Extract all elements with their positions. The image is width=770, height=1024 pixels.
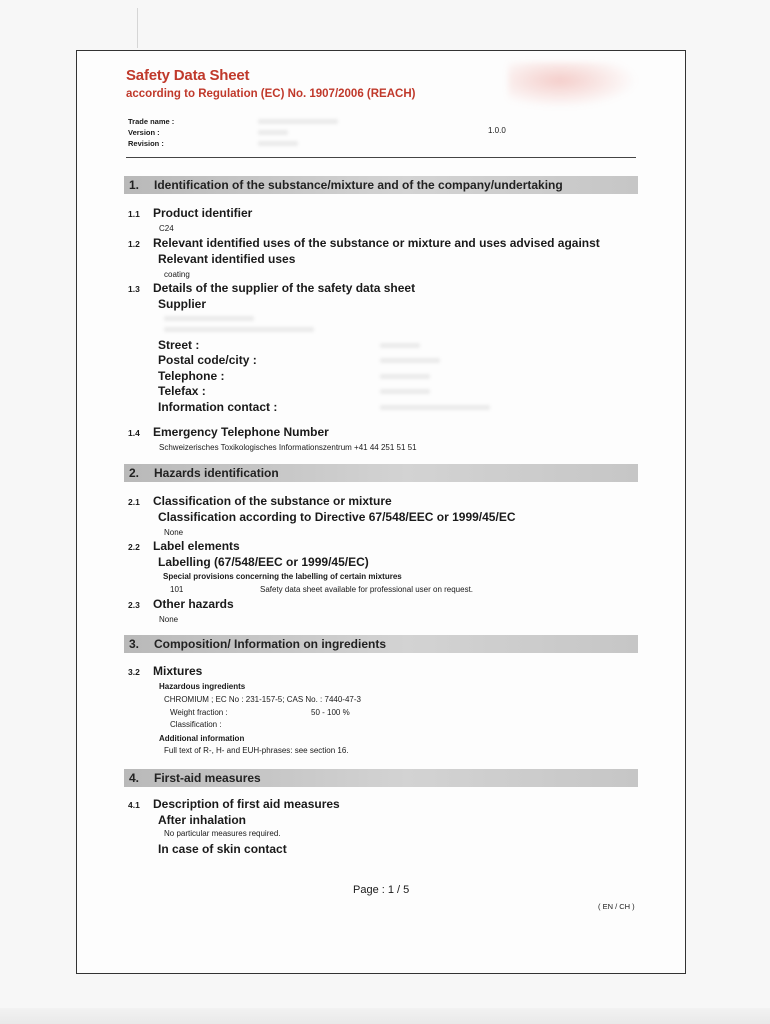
subsection-number: 3.2 bbox=[128, 667, 140, 677]
doc-subtitle: according to Regulation (EC) No. 1907/2006 (REACH) bbox=[126, 88, 416, 100]
classification-heading: Classification of the substance or mixture bbox=[153, 494, 392, 508]
identified-uses-value: coating bbox=[164, 270, 190, 279]
redacted-version bbox=[258, 130, 288, 135]
subsection-number: 2.1 bbox=[128, 497, 140, 507]
product-identifier-heading: Product identifier bbox=[153, 206, 253, 220]
label-elements-heading: Label elements bbox=[153, 539, 240, 553]
product-identifier-value: C24 bbox=[159, 224, 174, 233]
information-contact-label: Information contact : bbox=[158, 400, 278, 414]
section-3-header bbox=[124, 635, 638, 653]
section-title: First-aid measures bbox=[154, 771, 261, 785]
identified-uses-subheading: Relevant identified uses bbox=[158, 252, 296, 266]
trade-name-label: Trade name : bbox=[128, 117, 175, 126]
weight-fraction-value: 50 - 100 % bbox=[311, 708, 350, 717]
after-inhalation-text: No particular measures required. bbox=[164, 829, 281, 838]
other-hazards-heading: Other hazards bbox=[153, 597, 234, 611]
subsection-number: 2.3 bbox=[128, 600, 140, 610]
supplier-details-heading: Details of the supplier of the safety data sheet bbox=[153, 281, 416, 295]
revision-label: Revision : bbox=[128, 139, 164, 148]
header-divider bbox=[126, 157, 636, 158]
doc-title: Safety Data Sheet bbox=[126, 67, 250, 84]
section-1-header bbox=[124, 176, 638, 194]
redacted-trade-name bbox=[258, 119, 338, 124]
telefax-label: Telefax : bbox=[158, 384, 206, 398]
section-4-header bbox=[124, 769, 638, 787]
section-number: 1. bbox=[129, 178, 140, 192]
version-label: Version : bbox=[128, 128, 160, 137]
emergency-telephone-heading: Emergency Telephone Number bbox=[153, 425, 329, 439]
scan-bottom-edge bbox=[0, 1008, 770, 1024]
subsection-number: 1.1 bbox=[128, 209, 140, 219]
section-title: Composition/ Information on ingredients bbox=[154, 637, 386, 651]
provision-code: 101 bbox=[170, 585, 184, 594]
classification-subheading: Classification according to Directive 67/548/EEC or 1999/45/EC bbox=[158, 510, 516, 524]
telephone-label: Telephone : bbox=[158, 369, 225, 383]
section-title: Identification of the substance/mixture and of the company/undertaking bbox=[154, 178, 563, 192]
redacted-street bbox=[380, 343, 420, 348]
classification-value: None bbox=[164, 528, 184, 537]
other-hazards-value: None bbox=[159, 615, 179, 624]
street-label: Street : bbox=[158, 338, 200, 352]
redacted-information-contact bbox=[380, 405, 490, 410]
section-title: Hazards identification bbox=[154, 466, 279, 480]
identified-uses-heading: Relevant identified uses of the substance or mixture and uses advised against bbox=[153, 236, 600, 250]
subsection-number: 1.3 bbox=[128, 284, 140, 294]
section-2-header bbox=[124, 464, 638, 482]
first-aid-description-heading: Description of first aid measures bbox=[153, 797, 340, 811]
version-value: 1.0.0 bbox=[488, 126, 506, 135]
additional-information-heading: Additional information bbox=[159, 734, 245, 743]
company-logo bbox=[508, 62, 638, 108]
redacted-postal bbox=[380, 358, 440, 363]
emergency-telephone-value: Schweizerisches Toxikologisches Informationszentrum +41 44 251 51 51 bbox=[159, 443, 417, 452]
subsection-number: 1.2 bbox=[128, 239, 140, 249]
scan-artifact bbox=[137, 8, 138, 48]
additional-information-text: Full text of R-, H- and EUH-phrases: see section 16. bbox=[164, 746, 349, 755]
subsection-number: 1.4 bbox=[128, 428, 140, 438]
after-inhalation-subheading: After inhalation bbox=[158, 813, 247, 827]
postal-code-label: Postal code/city : bbox=[158, 353, 257, 367]
classification-label: Classification : bbox=[170, 720, 222, 729]
labelling-subheading: Labelling (67/548/EEC or 1999/45/EC) bbox=[158, 555, 369, 569]
skin-contact-subheading: In case of skin contact bbox=[158, 842, 287, 856]
redacted-telefax bbox=[380, 389, 430, 394]
mixtures-heading: Mixtures bbox=[153, 664, 203, 678]
subsection-number: 2.2 bbox=[128, 542, 140, 552]
redacted-supplier-name bbox=[164, 316, 254, 321]
ingredient-chromium: CHROMIUM ; EC No : 231-157-5; CAS No. : 7440-47-3 bbox=[164, 695, 361, 704]
supplier-subheading: Supplier bbox=[158, 297, 207, 311]
redacted-supplier-address bbox=[164, 327, 314, 332]
subsection-number: 4.1 bbox=[128, 800, 140, 810]
language-code: ( EN / CH ) bbox=[598, 902, 635, 911]
page-number: Page : 1 / 5 bbox=[353, 884, 410, 896]
section-number: 3. bbox=[129, 637, 140, 651]
hazardous-ingredients-heading: Hazardous ingredients bbox=[159, 682, 246, 691]
provision-text: Safety data sheet available for professional user on request. bbox=[260, 585, 474, 594]
special-provisions-heading: Special provisions concerning the labelling of certain mixtures bbox=[163, 572, 402, 581]
redacted-revision bbox=[258, 141, 298, 146]
section-number: 2. bbox=[129, 466, 140, 480]
section-number: 4. bbox=[129, 771, 140, 785]
redacted-telephone bbox=[380, 374, 430, 379]
weight-fraction-label: Weight fraction : bbox=[170, 708, 228, 717]
